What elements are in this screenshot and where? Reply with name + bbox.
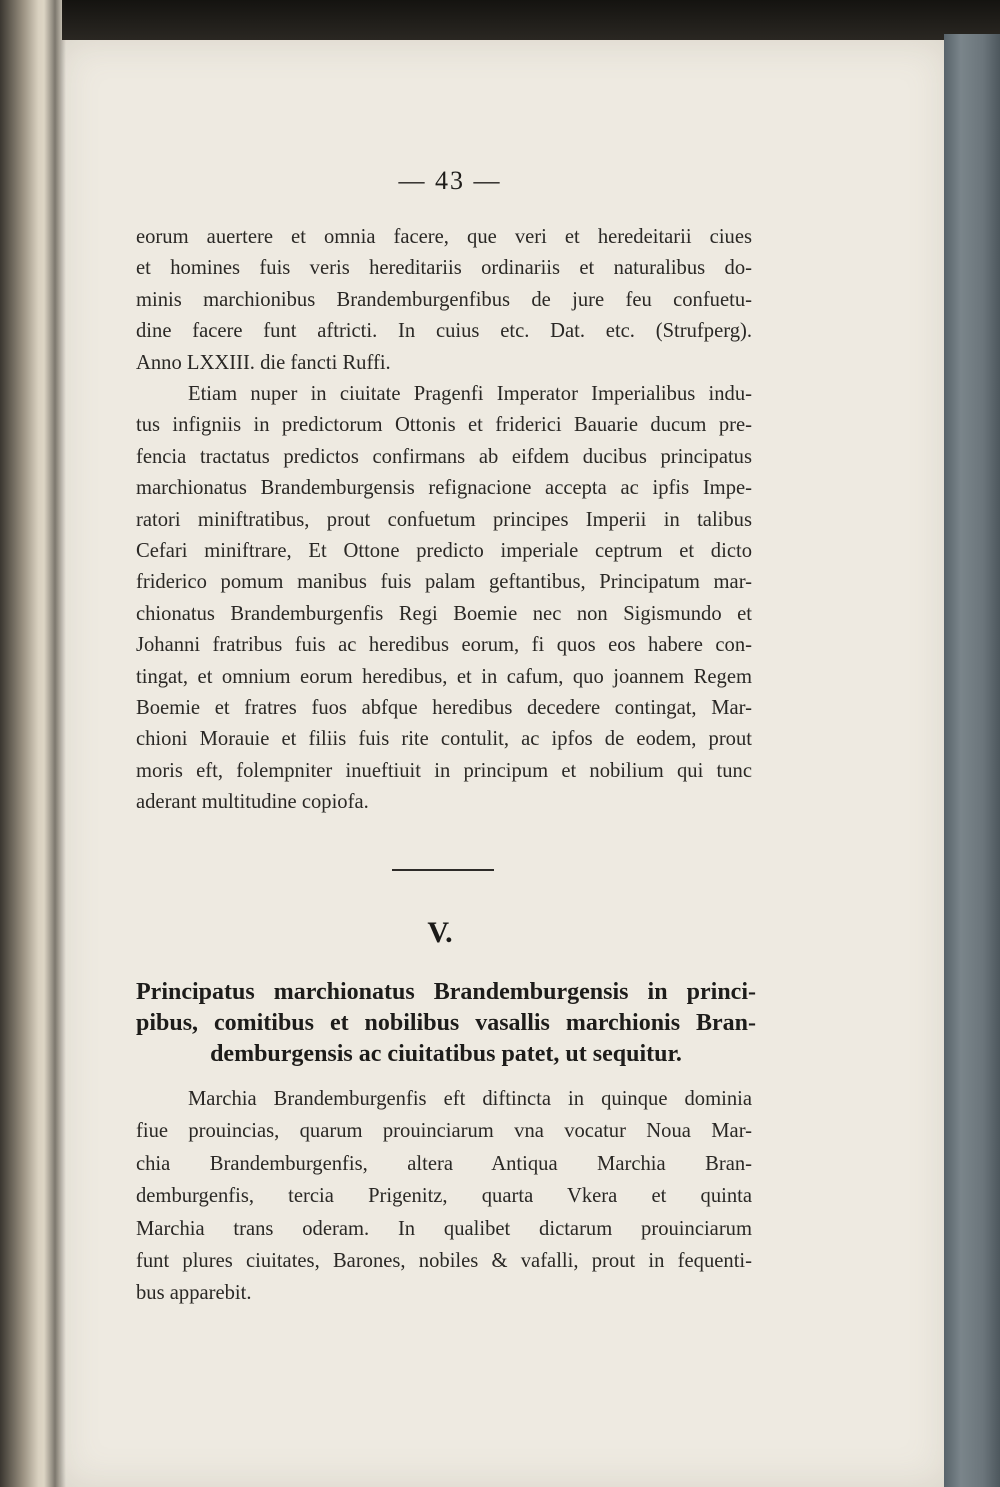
section-divider-rule xyxy=(392,869,494,871)
spine-shadow xyxy=(44,0,66,1487)
text-line: chia Brandemburgenfis, altera Antiqua Marchia Bran- xyxy=(136,1152,752,1175)
text-line: tus infigniis in predictorum Ottonis et friderici Bauarie ducum pre- xyxy=(136,414,752,437)
text-line: chioni Morauie et filiis fuis rite contulit, ac ipfos de eodem, prout xyxy=(136,728,752,751)
text-line: marchionatus Brandemburgensis refignacione accepta ac ipfis Impe- xyxy=(136,477,752,500)
section-heading xyxy=(136,977,756,1070)
text-line: chionatus Brandemburgenfis Regi Boemie nec non Sigismundo et xyxy=(136,602,752,625)
text-line: Cefari miniftrare, Et Ottone predicto imperiale ceptrum et dicto xyxy=(136,540,752,563)
text-line: moris eft, folempniter inueftiuit in principum et nobilium qui tunc xyxy=(136,759,752,782)
text-line: dine facere funt aftricti. In cuius etc. Dat. etc. (Strufperg). xyxy=(136,320,752,343)
text-line: fencia tractatus predictos confirmans ab eifdem ducibus principatus xyxy=(136,445,752,468)
text-line: minis marchionibus Brandemburgenfibus de jure feu confuetu- xyxy=(136,288,752,311)
text-line: Etiam nuper in ciuitate Pragenfi Imperator Imperialibus indu- xyxy=(188,383,752,405)
text-line: ratori miniftratibus, prout confuetum principes Imperii in talibus xyxy=(136,508,752,531)
text-line: Anno LXXIII. die fancti Ruffi. xyxy=(136,351,391,374)
text-line: demburgenfis, tercia Prigenitz, quarta Vkera et quinta xyxy=(136,1185,752,1208)
text-line: bus apparebit. xyxy=(136,1282,252,1305)
text-line: Boemie et fratres fuos abfque heredibus decedere contingat, Mar- xyxy=(136,697,752,720)
paragraph-marchia-provinces xyxy=(136,1083,752,1310)
text-line: eorum auertere et omnia facere, que veri et heredeitarii ciues xyxy=(136,226,752,248)
text-line: aderant multitudine copiofa. xyxy=(136,791,369,814)
text-line: fiue prouincias, quarum prouinciarum vna vocatur Noua Mar- xyxy=(136,1120,752,1143)
text-line: funt plures ciuitates, Barones, nobiles & vafalli, prout in fequenti- xyxy=(136,1250,752,1273)
heading-line: Principatus marchionatus Brandemburgensis in princi- xyxy=(136,979,756,1005)
heading-line: demburgensis ac ciuitatibus patet, ut sequitur. xyxy=(210,1041,682,1067)
cover-board-edge xyxy=(944,34,1000,1487)
text-line: Marchia trans oderam. In qualibet dictarum prouinciarum xyxy=(136,1217,752,1240)
text-line: friderico pomum manibus fuis palam geftantibus, Principatum mar- xyxy=(136,571,752,594)
text-line: Johanni fratribus fuis ac heredibus eorum, fi quos eos habere con- xyxy=(136,634,752,657)
heading-line: pibus, comitibus et nobilibus vasallis marchionis Bran- xyxy=(136,1010,756,1036)
section-number: V. xyxy=(427,916,453,949)
paragraph-imperial-investiture xyxy=(136,379,752,819)
paragraph-continuation xyxy=(136,222,752,379)
text-line: et homines fuis veris hereditariis ordinariis et naturalibus do- xyxy=(136,257,752,280)
text-line: tingat, et omnium eorum heredibus, et in cafum, quo joannem Regem xyxy=(136,665,752,688)
page-number: — 43 — xyxy=(398,166,502,195)
text-line: Marchia Brandemburgenfis eft diftincta in quinque dominia xyxy=(188,1088,752,1110)
book-top-edge xyxy=(0,0,1000,40)
